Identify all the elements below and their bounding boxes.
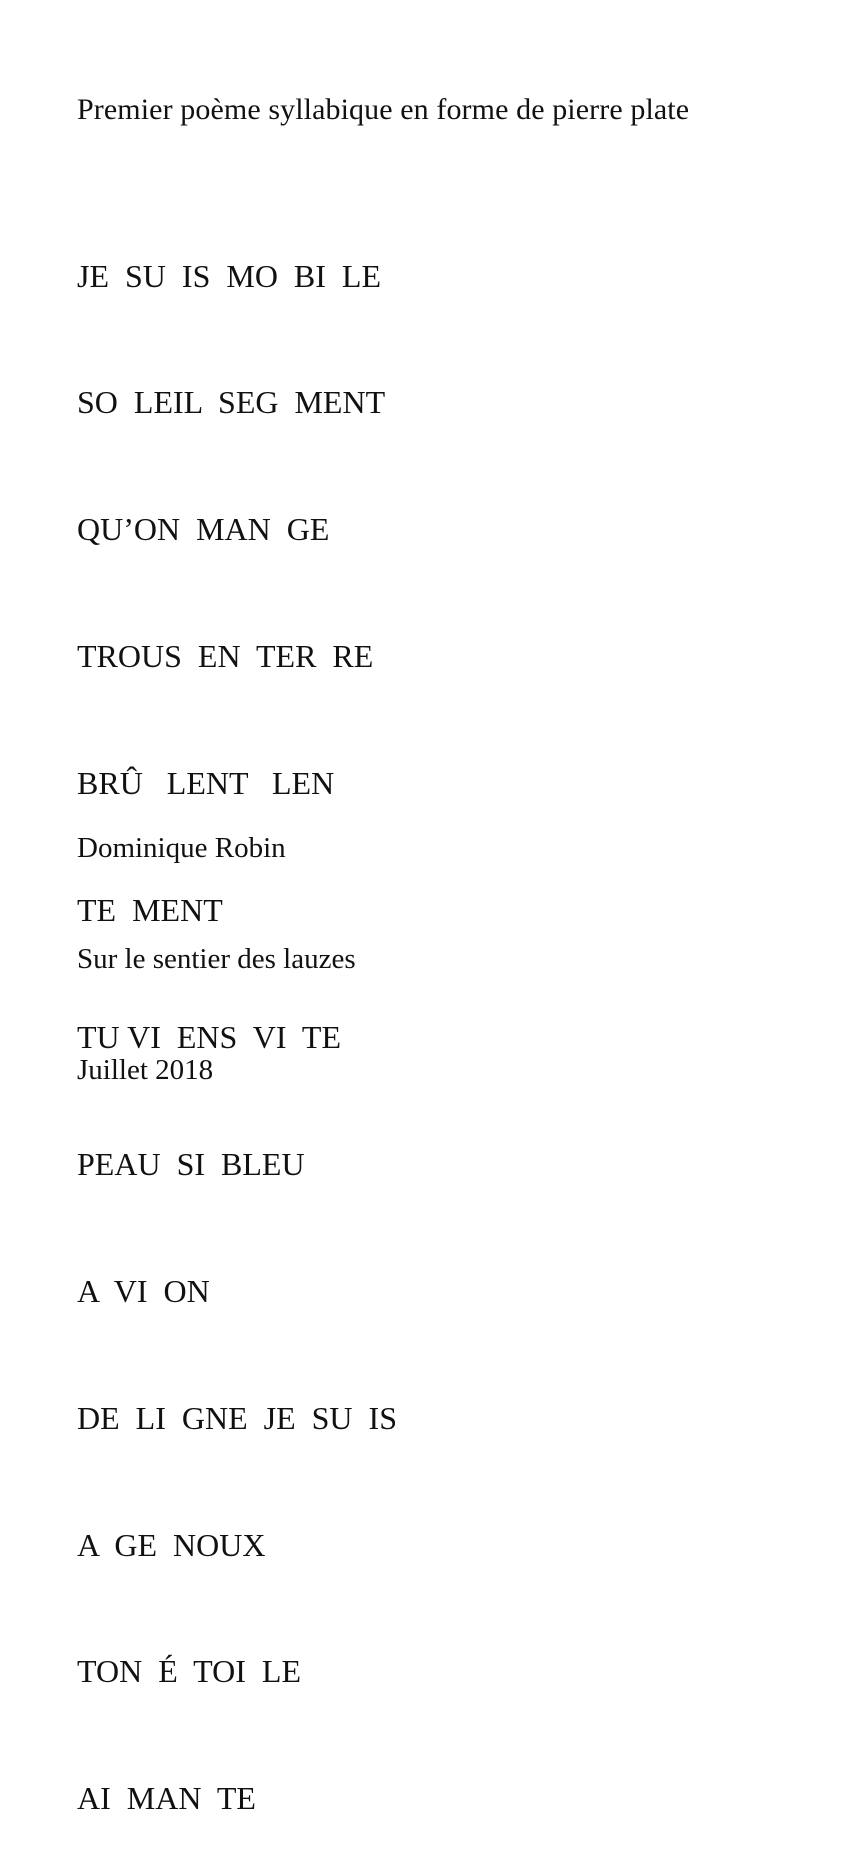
place: Sur le sentier des lauzes xyxy=(77,943,356,975)
author-name: Dominique Robin xyxy=(77,832,286,864)
poem-line: SO LEIL SEG MENT xyxy=(77,384,386,421)
signature-block xyxy=(77,756,356,1126)
poem-line: A GE NOUX xyxy=(77,1526,266,1563)
poem-line: TROUS EN TER RE xyxy=(77,638,374,675)
date: Juillet 2018 xyxy=(77,1054,214,1086)
poem-line: BRÛ LENT LEN xyxy=(77,765,335,802)
poem-line: QU’ON MAN GE xyxy=(77,511,330,548)
poem-line: TE MENT xyxy=(77,892,223,929)
poem-line: PEAU SI BLEU xyxy=(77,1145,305,1182)
poem-line: AI MAN TE xyxy=(77,1780,256,1817)
poem-line: JE SU IS MO BI LE xyxy=(77,257,382,294)
poem-line: A VI ON xyxy=(77,1272,210,1309)
poem-line: TU VI ENS VI TE xyxy=(77,1018,341,1055)
poem-line: TON É TOI LE xyxy=(77,1653,301,1690)
poem-line: DE LI GNE JE SU IS xyxy=(77,1399,397,1436)
poem-title: Premier poème syllabique en forme de pierre plate xyxy=(77,93,690,126)
